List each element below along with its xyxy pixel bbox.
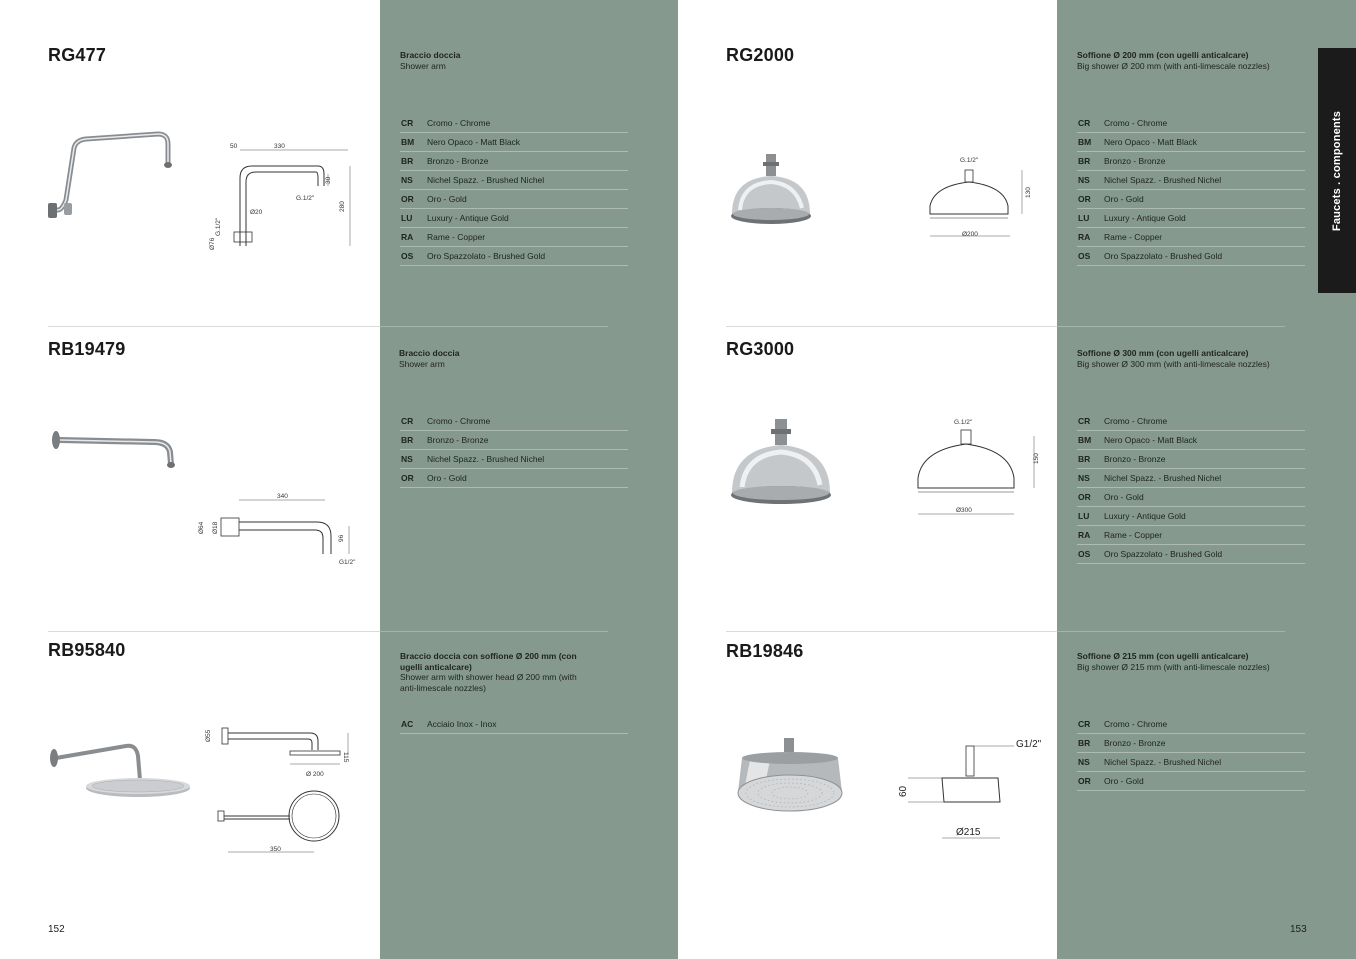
finish-row [400,190,628,209]
finish-row [1077,431,1305,450]
finish-label: Nichel Spazz. - Brushed Nichel [1104,757,1222,767]
finish-code: BR [401,435,414,445]
finish-label: Oro - Gold [1104,776,1144,786]
dim-rb95840-d: 350 [270,846,281,853]
finish-list-rg477 [400,114,628,266]
finish-label: Bronzo - Bronze [1104,454,1166,464]
finish-row [400,247,628,266]
finish-list-rb95840 [400,715,628,734]
finish-row [400,412,628,431]
finish-label: Oro - Gold [1104,492,1144,502]
technical-drawing-rb95840 [198,724,358,864]
description-en: Big shower Ø 300 mm (with anti-limescale nozzles) [1077,358,1270,369]
section-divider [48,631,380,632]
finish-label: Nero Opaco - Matt Black [427,137,521,147]
description-rb19846 [1077,651,1297,672]
finish-row [1077,209,1305,228]
finish-label: Cromo - Chrome [427,118,491,128]
finish-row [400,715,628,734]
dim-rg3000-b: 150 [1033,453,1040,464]
description-en: Shower arm with shower head Ø 200 mm (with anti-limescale nozzles) [400,672,577,693]
product-photo-rb19479 [50,420,180,480]
finish-label: Nichel Spazz. - Brushed Nichel [427,454,545,464]
finish-code: BR [1078,738,1091,748]
dim-rb19479-d: 96 [338,534,345,542]
product-photo-rg3000 [726,415,836,515]
finish-code: BM [1078,435,1092,445]
finish-label: Bronzo - Bronze [427,156,489,166]
description-it: Soffione Ø 300 mm (con ugelli anticalcare) [1077,348,1249,358]
dim-rg2000-b: 130 [1025,187,1032,198]
description-it: Braccio doccia [400,50,461,60]
section-divider [48,326,380,327]
finish-code: NS [1078,473,1090,483]
description-rb95840 [400,651,580,693]
finish-code: OR [1078,492,1091,502]
dim-rb19479-c: Ø18 [212,521,219,534]
page-number-right: 153 [1290,924,1307,935]
finish-code: NS [401,175,413,185]
finish-list-rg2000 [1077,114,1305,266]
dim-rb19479-b: Ø64 [198,521,205,534]
dim-rg2000-c: Ø200 [962,231,978,238]
finish-label: Nichel Spazz. - Brushed Nichel [427,175,545,185]
section-side-tab [1318,48,1356,293]
dim-rb19479-a: 340 [277,493,288,500]
finish-label: Oro - Gold [427,473,467,483]
finish-label: Bronzo - Bronze [1104,738,1166,748]
finish-row [400,228,628,247]
side-tab-label: Faucets . components [1331,110,1343,231]
finish-row [400,209,628,228]
finish-row [400,171,628,190]
finish-row [1077,734,1305,753]
finish-label: Cromo - Chrome [427,416,491,426]
description-en: Big shower Ø 215 mm (with anti-limescale nozzles) [1077,661,1270,672]
technical-drawing-rg477 [200,138,360,263]
dim-rb19846-c: Ø215 [956,827,981,838]
finish-row [1077,715,1305,734]
finish-code: OS [1078,549,1091,559]
dim-rb95840-c: Ø 200 [306,771,324,778]
finish-code: RA [1078,232,1091,242]
finish-label: Bronzo - Bronze [427,435,489,445]
finish-code: BR [401,156,414,166]
finish-list-rg3000 [1077,412,1305,564]
finish-row [1077,190,1305,209]
description-it: Braccio doccia [399,348,460,358]
dim-rg477-f: 30 [325,176,332,184]
finish-label: Nero Opaco - Matt Black [1104,435,1198,445]
finish-row [400,152,628,171]
finish-label: Rame - Copper [1104,530,1163,540]
finish-code: OR [1078,776,1091,786]
technical-drawing-rg2000 [926,152,1046,247]
product-photo-rb95840 [46,730,191,810]
description-rg3000 [1077,348,1297,369]
finish-code: LU [1078,511,1090,521]
finish-label: Cromo - Chrome [1104,118,1168,128]
finish-code: CR [401,118,414,128]
finish-label: Oro - Gold [427,194,467,204]
finish-code: NS [401,454,413,464]
dim-rg477-c: Ø20 [250,209,263,216]
technical-drawing-rb19479 [193,490,363,575]
finish-row [1077,488,1305,507]
finish-row [1077,545,1305,564]
finish-label: Cromo - Chrome [1104,416,1168,426]
finish-code: BM [1078,137,1092,147]
finish-row [1077,526,1305,545]
dim-rg2000-a: G.1/2" [960,157,979,164]
description-en: Shower arm [399,358,445,369]
finish-row [400,133,628,152]
dim-rb19846-b: 60 [898,785,909,797]
finish-row [400,450,628,469]
section-divider [1057,631,1285,632]
description-en: Big shower Ø 200 mm (with anti-limescale nozzles) [1077,60,1270,71]
dim-rg477-e: 280 [339,201,346,212]
section-divider [380,631,608,632]
product-photo-rg2000 [726,150,816,235]
right-page [678,0,1356,959]
finish-label: Oro Spazzolato - Brushed Gold [427,251,546,261]
finish-list-rb19846 [1077,715,1305,791]
dim-rg3000-a: G.1/2" [954,419,973,426]
dim-rg477-h: Ø76 [209,237,216,250]
finish-row [400,431,628,450]
dim-rb19479-e: G1/2" [339,559,356,566]
product-code-rg3000: RG3000 [726,339,795,359]
finish-code: CR [401,416,414,426]
finish-label: Bronzo - Bronze [1104,156,1166,166]
finish-code: OR [1078,194,1091,204]
section-divider [380,326,608,327]
product-code-rb95840: RB95840 [48,640,126,660]
finish-label: Luxury - Antique Gold [1104,213,1186,223]
finish-row [1077,152,1305,171]
section-divider [726,631,1057,632]
product-code-rg477: RG477 [48,45,107,65]
finish-code: BR [1078,156,1091,166]
finish-row [1077,133,1305,152]
page-number-left: 152 [48,924,65,935]
finish-row [400,469,628,488]
finish-label: Nichel Spazz. - Brushed Nichel [1104,473,1222,483]
product-photo-rb19846 [730,736,850,823]
dim-rg477-b: 330 [274,143,285,150]
finish-row [400,114,628,133]
finish-row [1077,772,1305,791]
finish-label: Nero Opaco - Matt Black [1104,137,1198,147]
finish-label: Luxury - Antique Gold [1104,511,1186,521]
finish-list-rb19479 [400,412,628,488]
finish-code: OS [1078,251,1091,261]
dim-rb19846-a: G1/2" [1016,739,1042,750]
finish-code: RA [401,232,414,242]
finish-code: CR [1078,118,1091,128]
dim-rb95840-a: Ø55 [205,729,212,742]
finish-label: Luxury - Antique Gold [427,213,509,223]
technical-drawing-rb19846 [896,732,1046,852]
finish-code: AC [401,719,414,729]
dim-rg477-a: 50 [230,143,238,150]
finish-label: Oro - Gold [1104,194,1144,204]
product-photo-rg477 [46,128,176,228]
finish-row [1077,507,1305,526]
finish-label: Rame - Copper [1104,232,1163,242]
description-en: Shower arm [400,60,446,71]
finish-code: RA [1078,530,1091,540]
technical-drawing-rg3000 [914,412,1049,527]
finish-code: OS [401,251,414,261]
finish-code: BR [1078,454,1091,464]
dim-rg477-g: G.1/2" [215,217,222,236]
finish-label: Oro Spazzolato - Brushed Gold [1104,251,1223,261]
product-code-rg2000: RG2000 [726,45,795,65]
section-divider [726,326,1057,327]
finish-code: LU [401,213,413,223]
description-rg2000 [1077,50,1297,71]
dim-rg477-d: G.1/2" [296,195,315,202]
dim-rg3000-c: Ø300 [956,507,972,514]
finish-code: CR [1078,416,1091,426]
finish-code: NS [1078,175,1090,185]
finish-code: OR [401,473,414,483]
finish-code: LU [1078,213,1090,223]
finish-label: Oro Spazzolato - Brushed Gold [1104,549,1223,559]
description-it: Braccio doccia con soffione Ø 200 mm (con ugelli anticalcare) [400,651,577,672]
dim-rb95840-b: 115 [342,752,349,763]
finish-row [1077,450,1305,469]
finish-label: Cromo - Chrome [1104,719,1168,729]
description-it: Soffione Ø 200 mm (con ugelli anticalcare) [1077,50,1249,60]
finish-code: OR [401,194,414,204]
finish-row [1077,171,1305,190]
description-rg477 [400,50,600,71]
finish-row [1077,114,1305,133]
finish-code: NS [1078,757,1090,767]
finish-code: CR [1078,719,1091,729]
finish-row [1077,412,1305,431]
product-code-rb19479: RB19479 [48,339,126,359]
finish-row [1077,469,1305,488]
finish-label: Nichel Spazz. - Brushed Nichel [1104,175,1222,185]
finish-code: BM [401,137,415,147]
finish-row [1077,753,1305,772]
finish-row [1077,247,1305,266]
product-code-rb19846: RB19846 [726,641,804,661]
finish-label: Acciaio Inox - Inox [427,719,497,729]
finish-row [1077,228,1305,247]
description-it: Soffione Ø 215 mm (con ugelli anticalcare) [1077,651,1249,661]
description-rb19479 [399,348,599,369]
finish-label: Rame - Copper [427,232,486,242]
section-divider [1057,326,1285,327]
